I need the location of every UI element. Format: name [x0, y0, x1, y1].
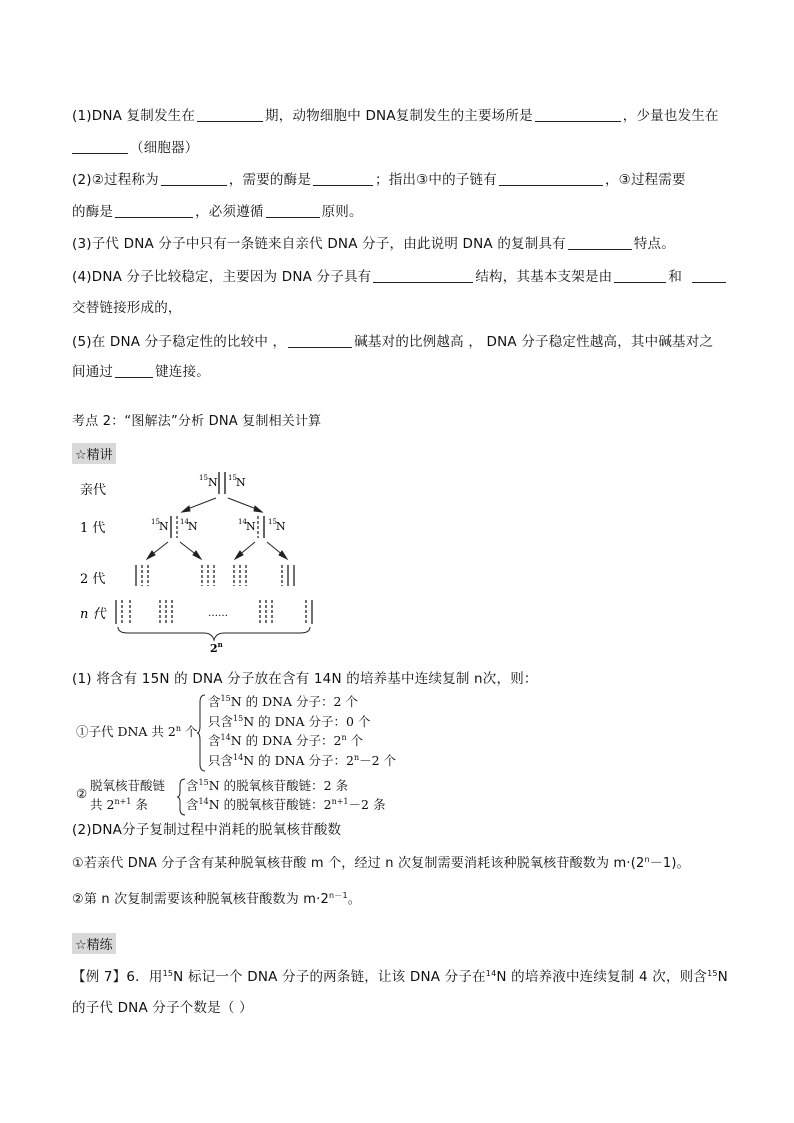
svg-text:N: N — [276, 520, 286, 533]
svg-text:N: N — [159, 520, 169, 533]
calc-item-3: 含$^{14}$N 的 DNA 分子：2$^n$ 个 — [208, 733, 364, 748]
svg-text:N: N — [246, 520, 256, 533]
calc-block-1-items — [208, 692, 396, 770]
svg-text:15: 15 — [268, 518, 277, 526]
calc-block-2-label: 脱氧核苷酸链 共 $2^{n+1}$ 条 — [90, 778, 166, 812]
q2-line-1 — [72, 168, 686, 188]
dna-replication-diagram — [72, 466, 342, 656]
blank-principle[interactable] — [266, 203, 320, 218]
calc-block-1-label: ①子代 DNA 共 2$^n$ 个 — [76, 724, 198, 739]
q2-text-c: ；指出③中的子链有 — [375, 172, 497, 188]
blank-replication-feature[interactable] — [568, 235, 632, 250]
row-label-gen1: 1 代 — [80, 521, 106, 536]
q4-line-2 — [72, 296, 182, 316]
q5-text-b: 碱基对的比例越高 ， DNA 分子稳定性越高，其中碱基对之 — [354, 334, 714, 350]
gen1-dna-left — [151, 516, 198, 538]
q5-line-1 — [72, 330, 713, 350]
blank-backbone-2[interactable] — [692, 268, 726, 283]
blank-process-name[interactable] — [161, 171, 227, 186]
q1-text-b: 期，动物细胞中 DNA复制发生的主要场所是 — [265, 108, 533, 124]
example-line-1: 【例 7】6．用$^{15}$N 标记一个 DNA 分子的两条链，让该 DNA 分子在$^{14}$N 的培养液中连续复制 4 次，则含$^{15}$N — [72, 969, 728, 985]
q2-line-2 — [72, 200, 363, 220]
svg-text:14: 14 — [238, 518, 247, 526]
calc2-item-1: 含$^{15}$N 的脱氧核苷酸链：2 条 — [186, 778, 349, 793]
count-label: 2$^n$ — [210, 640, 223, 655]
row-label-parent: 亲代 — [80, 483, 107, 498]
parent-dna — [199, 472, 246, 494]
q3-text-b: 特点。 — [633, 236, 675, 252]
tag-jingjiang: ☆精讲 — [72, 443, 116, 464]
q4-text-b: 结构，其基本支架是由 — [475, 269, 613, 285]
gen2-dna — [136, 565, 294, 586]
blank-bond-type[interactable] — [115, 363, 153, 378]
blank-backbone-1[interactable] — [614, 268, 666, 283]
q1-text-d: （细胞器） — [130, 140, 199, 156]
q2-text-e: 的酶是 — [72, 204, 114, 220]
q1-text-c: ，少量也发生在 — [622, 108, 719, 124]
svg-text:N: N — [188, 520, 198, 533]
q2-text-g: 原则。 — [321, 204, 363, 220]
q4-text-a: (4)DNA 分子比较稳定，主要因为 DNA 分子具有 — [72, 269, 372, 285]
q3-line — [72, 232, 675, 252]
blank-base-pair[interactable] — [288, 333, 352, 348]
calc2-item-2: 含$^{14}$N 的脱氧核苷酸链：$2^{n+1}-2$ 条 — [186, 797, 386, 812]
q3-text-a: (3)子代 DNA 分子中只有一条链来自亲代 DNA 分子，由此说明 DNA 的复制具有 — [72, 236, 566, 252]
calc-part2-point1: ①若亲代 DNA 分子含有某种脱氧核苷酸 m 个，经过 n 次复制需要消耗该种脱氧核苷酸数为 $m\cdot(2^n-1)$。 — [72, 855, 690, 871]
arrows-gen2 — [147, 542, 287, 559]
calc-part2-title: (2)DNA分子复制过程中消耗的脱氧核苷酸数 — [72, 822, 342, 838]
row-label-gen2: 2 代 — [80, 572, 106, 587]
q5-line-2 — [72, 360, 210, 380]
svg-text:15: 15 — [228, 474, 237, 482]
calc-block-2 — [72, 776, 412, 818]
q4-text-d: 交替链接形成的， — [72, 300, 182, 316]
calc-item-2: 只含$^{15}$N 的 DNA 分子：0 个 — [208, 713, 371, 729]
calc-item-1: 含$^{15}$N 的 DNA 分子：2 个 — [208, 694, 358, 709]
q1-text-a: (1)DNA 复制发生在 — [72, 108, 196, 124]
calc-block-2-items — [186, 776, 385, 814]
svg-text:N: N — [208, 476, 218, 489]
genn-ellipsis: …… — [208, 608, 228, 619]
calc-intro: (1) 将含有 15N 的 DNA 分子放在含有 14N 的培养基中连续复制 n次，则： — [72, 671, 538, 687]
q2-text-f: ，必须遵循 — [195, 204, 264, 220]
svg-text:14: 14 — [180, 518, 189, 526]
q4-line-1 — [72, 265, 728, 285]
blank-phase[interactable] — [197, 107, 263, 122]
blank-enzyme-3[interactable] — [115, 203, 193, 218]
svg-text:15: 15 — [199, 474, 208, 482]
count-brace — [118, 627, 310, 640]
q2-text-a: (2)②过程称为 — [72, 172, 159, 188]
q5-text-c: 间通过 — [72, 364, 114, 380]
calc-block-2-brace — [176, 778, 186, 816]
q1-line-1 — [72, 104, 719, 124]
section-title: 考点 2：“图解法”分析 DNA 复制相关计算 — [72, 414, 322, 429]
blank-enzyme[interactable] — [313, 171, 373, 186]
q5-text-d: 键连接。 — [155, 364, 210, 380]
tag-jinglian: ☆精练 — [72, 933, 116, 954]
calc-part2-point2: ②第 n 次复制需要该种脱氧核苷酸数为 $m\cdot 2^{n-1}$。 — [72, 891, 361, 907]
q2-text-b: ，需要的酶是 — [228, 172, 312, 188]
gen1-dna-right — [238, 516, 286, 538]
blank-organelle[interactable] — [72, 139, 128, 154]
calc-block-2-mark: ② — [76, 786, 88, 801]
calc-item-4: 只含$^{14}$N 的 DNA 分子：$2^n-2$ 个 — [208, 752, 397, 768]
blank-daughter-strands[interactable] — [499, 171, 603, 186]
q1-line-2 — [72, 136, 199, 156]
svg-text:15: 15 — [151, 518, 160, 526]
blank-structure[interactable] — [373, 268, 473, 283]
blank-main-site[interactable] — [535, 107, 621, 122]
example-line-2: 的子代 DNA 分子个数是（ ） — [72, 1000, 253, 1016]
q5-text-a: (5)在 DNA 分子稳定性的比较中 ， — [72, 334, 287, 350]
q4-text-c: 和 — [668, 269, 683, 285]
arrows-gen1 — [182, 498, 262, 512]
svg-text:N: N — [236, 476, 246, 489]
calc-block-1-brace — [196, 694, 206, 772]
q2-text-d: ，③过程需要 — [604, 172, 686, 188]
calc-block-1 — [72, 692, 412, 774]
row-label-genn: n 代 — [80, 607, 106, 622]
